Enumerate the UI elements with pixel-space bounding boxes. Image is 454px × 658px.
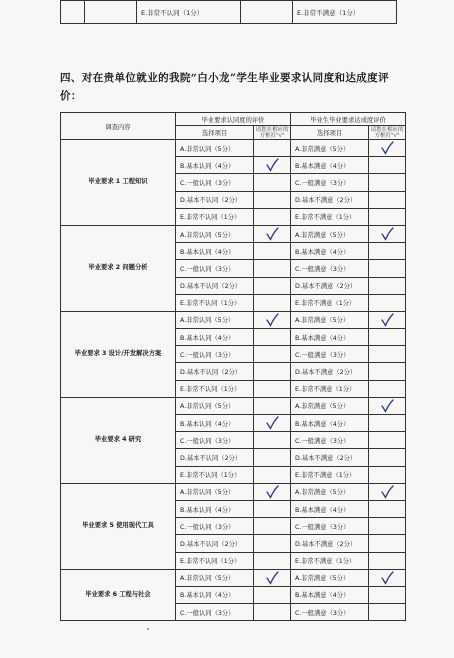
col-achieve-header: 毕业生毕业要求达成度评价 [290,113,405,126]
col-identity-header: 毕业要求认同度的评价 [176,113,291,126]
checkmark-icon [265,158,279,172]
identity-checkbox[interactable] [254,432,291,449]
identity-checkbox[interactable] [254,191,291,208]
previous-table-tail [60,0,397,24]
achieve-option: C.一般满意（3分） [290,346,368,363]
table-header-row [61,113,406,126]
achieve-checkbox[interactable] [369,243,406,260]
identity-option: B.基本认同（4分） [176,243,254,260]
achieve-checkbox[interactable] [369,157,406,174]
section-heading: 四、对在贵单位就业的我院“白小龙”学生毕业要求认同度和达成度评价： [60,72,389,102]
identity-option: D.基本不认同（2分） [176,191,254,208]
identity-checkbox[interactable] [254,174,291,191]
achieve-checkbox[interactable] [369,518,406,535]
option-cell: E.非常不认同（1分） [137,1,241,24]
identity-option: B.基本认同（4分） [176,415,254,432]
achieve-option: C.一般满意（3分） [290,260,368,277]
identity-checkbox[interactable] [254,294,291,311]
achieve-option: C.一般满意（3分） [290,604,368,621]
achieve-option: D.基本不满意（2分） [290,363,368,380]
sub-option-header: 选择项目 [176,126,254,140]
checkmark-icon [265,313,279,327]
option-cell: E.非常不满意（1分） [293,1,397,24]
achieve-checkbox[interactable] [369,277,406,294]
achieve-checkbox[interactable] [369,294,406,311]
achieve-option: A.非常满意（5分） [290,311,368,328]
identity-option: D.基本不认同（2分） [176,535,254,552]
identity-checkbox[interactable] [254,208,291,225]
col-survey-header: 调查内容 [61,113,176,140]
table-row [61,1,397,24]
checkmark-icon [265,485,279,499]
achieve-checkbox[interactable] [369,604,406,621]
achieve-option: B.基本满意（4分） [290,243,368,260]
table-row [61,140,406,157]
sub-check-header: 请您在相应的方框打"√" [255,126,289,139]
identity-checkbox[interactable] [254,140,291,157]
identity-checkbox[interactable] [254,329,291,346]
achieve-option: A.非常满意（5分） [290,483,368,500]
identity-option: E.非常不认同（1分） [176,552,254,569]
identity-option: C.一般认同（3分） [176,432,254,449]
identity-checkbox[interactable] [254,569,291,586]
achieve-checkbox[interactable] [369,208,406,225]
identity-option: A.非常认同（5分） [176,311,254,328]
achieve-checkbox[interactable] [369,140,406,157]
achieve-option: E.非常不满意（1分） [290,552,368,569]
evaluation-table [60,112,406,621]
achieve-option: C.一般满意（3分） [290,518,368,535]
identity-checkbox[interactable] [254,277,291,294]
table-row [61,483,406,500]
table-row [61,397,406,414]
identity-checkbox[interactable] [254,586,291,603]
identity-option: C.一般认同（3分） [176,518,254,535]
identity-option: C.一般认同（3分） [176,346,254,363]
achieve-checkbox[interactable] [369,260,406,277]
blank-cell [85,1,137,24]
requirement-label: 毕业要求 5 使用现代工具 [61,483,176,569]
achieve-option: C.一般满意（3分） [290,432,368,449]
table-row [61,569,406,586]
identity-option: B.基本认同（4分） [176,500,254,517]
identity-option: C.一般认同（3分） [176,260,254,277]
sub-option-header: 选择项目 [290,126,368,140]
checkmark-icon [265,416,279,430]
achieve-option: A.非常满意（5分） [290,225,368,242]
achieve-checkbox[interactable] [369,346,406,363]
identity-option: B.基本认同（4分） [176,586,254,603]
table-row [61,311,406,328]
identity-option: C.一般认同（3分） [176,174,254,191]
achieve-checkbox[interactable] [369,552,406,569]
achieve-checkbox[interactable] [369,397,406,414]
identity-checkbox[interactable] [254,260,291,277]
identity-checkbox[interactable] [254,415,291,432]
checkmark-icon [380,141,394,155]
identity-option: E.非常不认同（1分） [176,380,254,397]
scan-speck [147,628,149,630]
identity-checkbox[interactable] [254,552,291,569]
achieve-checkbox[interactable] [369,535,406,552]
checkmark-icon [380,313,394,327]
checkmark-icon [380,571,394,585]
checkmark-icon [380,227,394,241]
identity-option: A.非常认同（5分） [176,569,254,586]
achieve-option: A.非常满意（5分） [290,140,368,157]
identity-checkbox[interactable] [254,157,291,174]
identity-checkbox[interactable] [254,363,291,380]
achieve-checkbox[interactable] [369,586,406,603]
checkmark-icon [380,399,394,413]
identity-checkbox[interactable] [254,535,291,552]
identity-checkbox[interactable] [254,243,291,260]
identity-option: B.基本认同（4分） [176,157,254,174]
identity-option: A.非常认同（5分） [176,397,254,414]
achieve-option: D.基本不满意（2分） [290,535,368,552]
achieve-option: E.非常不满意（1分） [290,294,368,311]
achieve-checkbox[interactable] [369,415,406,432]
achieve-option: C.一般满意（3分） [290,174,368,191]
achieve-checkbox[interactable] [369,191,406,208]
achieve-option: A.非常满意（5分） [290,569,368,586]
identity-checkbox[interactable] [254,449,291,466]
identity-option: C.一般认同（3分） [176,604,254,621]
achieve-checkbox[interactable] [369,363,406,380]
achieve-checkbox[interactable] [369,483,406,500]
achieve-checkbox[interactable] [369,380,406,397]
checkmark-icon [265,227,279,241]
achieve-checkbox[interactable] [369,225,406,242]
achieve-checkbox[interactable] [369,329,406,346]
achieve-option: A.非常满意（5分） [290,397,368,414]
achieve-checkbox[interactable] [369,449,406,466]
identity-checkbox[interactable] [254,483,291,500]
table-row [61,225,406,242]
identity-checkbox[interactable] [254,346,291,363]
achieve-option: D.基本不满意（2分） [290,191,368,208]
identity-checkbox[interactable] [254,397,291,414]
checkmark-icon [265,571,279,585]
identity-option: A.非常认同（5分） [176,225,254,242]
requirement-label: 毕业要求 1 工程知识 [61,140,176,226]
requirement-label: 毕业要求 2 问题分析 [61,225,176,311]
identity-checkbox[interactable] [254,466,291,483]
achieve-option: E.非常不满意（1分） [290,208,368,225]
achieve-checkbox[interactable] [369,569,406,586]
requirement-label: 毕业要求 3 设计/开发解决方案 [61,311,176,397]
identity-option: D.基本不认同（2分） [176,277,254,294]
identity-option: B.基本认同（4分） [176,329,254,346]
identity-option: D.基本不认同（2分） [176,449,254,466]
achieve-option: B.基本满意（4分） [290,500,368,517]
achieve-option: B.基本满意（4分） [290,586,368,603]
achieve-option: B.基本满意（4分） [290,157,368,174]
identity-checkbox[interactable] [254,225,291,242]
identity-checkbox[interactable] [254,311,291,328]
sub-check-header: 请您在相应的方框打"√" [370,126,404,139]
achieve-checkbox[interactable] [369,174,406,191]
identity-option: D.基本不认同（2分） [176,363,254,380]
achieve-option: B.基本满意（4分） [290,415,368,432]
achieve-checkbox[interactable] [369,500,406,517]
requirement-label: 毕业要求 4 研究 [61,397,176,483]
achieve-option: E.非常不满意（1分） [290,380,368,397]
achieve-checkbox[interactable] [369,432,406,449]
requirement-label: 毕业要求 6 工程与社会 [61,569,176,621]
achieve-option: D.基本不满意（2分） [290,277,368,294]
blank-cell [241,1,293,24]
blank-cell [61,1,85,24]
identity-checkbox[interactable] [254,518,291,535]
identity-checkbox[interactable] [254,500,291,517]
achieve-checkbox[interactable] [369,311,406,328]
identity-option: A.非常认同（5分） [176,483,254,500]
achieve-option: B.基本满意（4分） [290,329,368,346]
identity-option: E.非常不认同（1分） [176,294,254,311]
achieve-option: E.非常不满意（1分） [290,466,368,483]
checkmark-icon [380,485,394,499]
identity-checkbox[interactable] [254,380,291,397]
achieve-option: D.基本不满意（2分） [290,449,368,466]
identity-option: A.非常认同（5分） [176,140,254,157]
identity-checkbox[interactable] [254,604,291,621]
achieve-checkbox[interactable] [369,466,406,483]
identity-option: E.非常不认同（1分） [176,208,254,225]
identity-option: E.非常不认同（1分） [176,466,254,483]
